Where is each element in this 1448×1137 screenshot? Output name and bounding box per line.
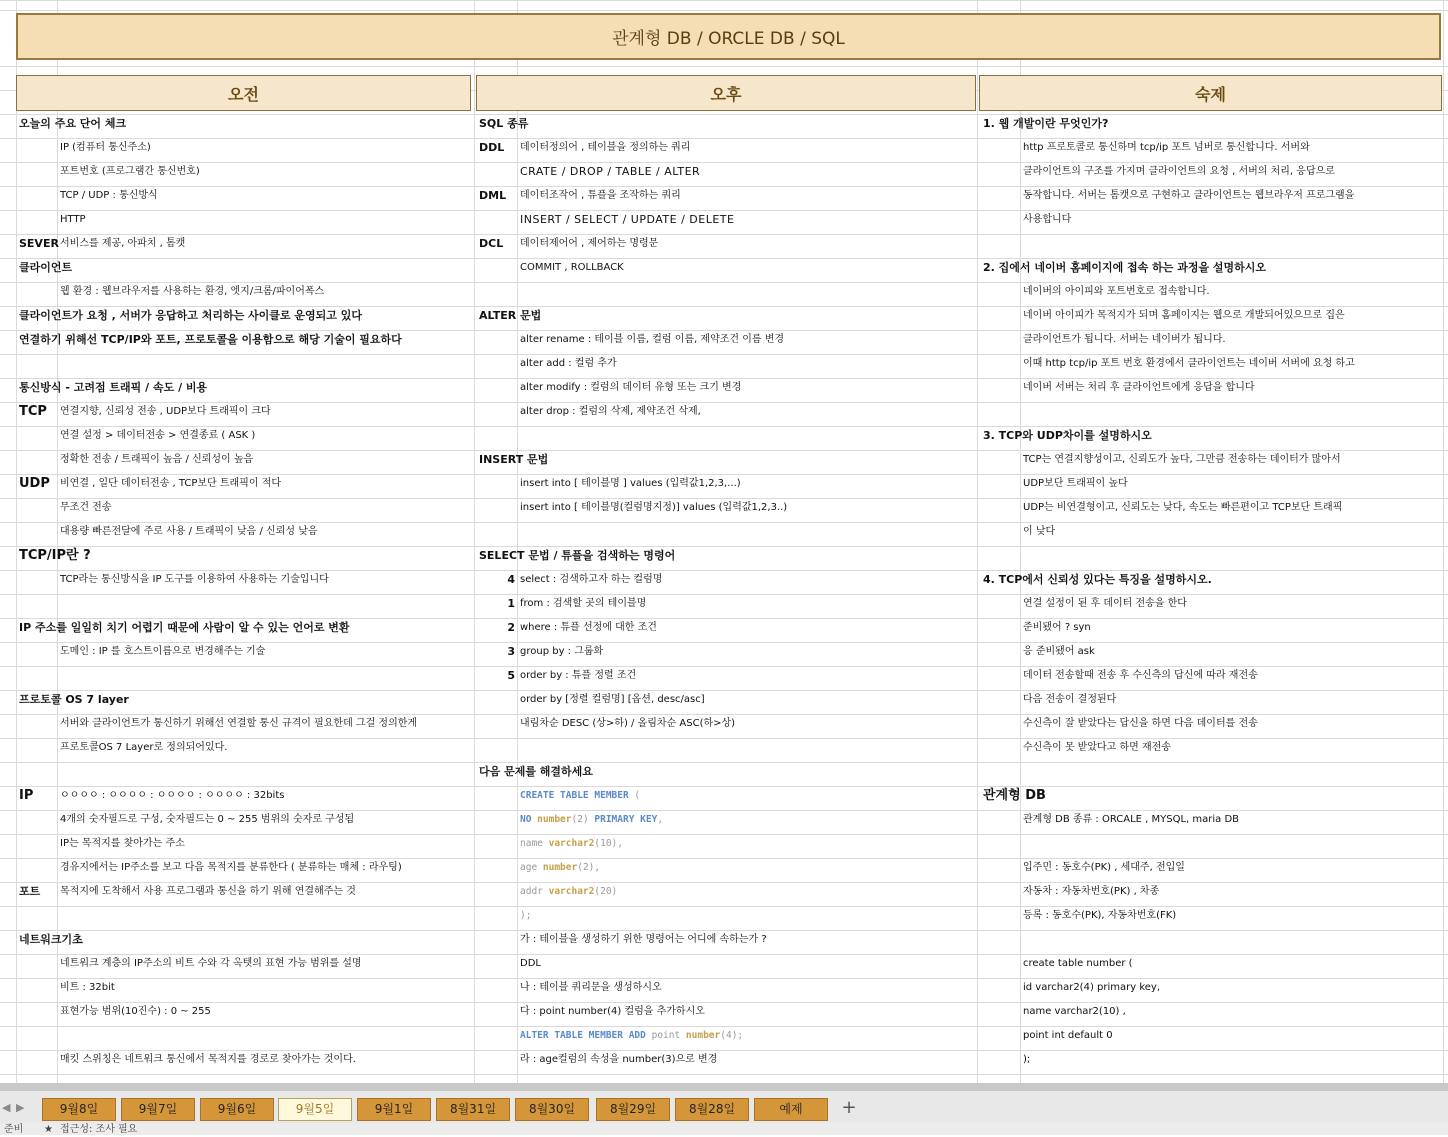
am-text-cell[interactable]: 비연결 , 일단 데이터전송 , TCP보단 트래픽이 적다 [60,478,282,489]
code-token: (20) [594,886,618,897]
am-text-cell[interactable]: ㅇㅇㅇㅇ : ㅇㅇㅇㅇ : ㅇㅇㅇㅇ : ㅇㅇㅇㅇ : 32bits [60,790,285,801]
pm-code-cell[interactable] [520,904,975,928]
pm-text-cell[interactable]: alter drop : 컬럼의 삭제, 제약조건 삭제, [520,406,701,417]
am-text-cell[interactable]: 무조건 전송 [60,502,112,513]
pm-code-cell[interactable] [520,880,975,904]
am-heading-cell[interactable]: SEVER [19,237,59,250]
pm-heading-cell[interactable]: ALTER 문법 [479,309,542,322]
accessibility-icon[interactable]: ★ [44,1124,53,1135]
code-token: ALTER [520,1030,555,1041]
am-text-cell[interactable]: TCP라는 통신방식을 IP 도구를 이용하여 사용하는 기술입니다 [60,574,329,585]
hw-text-cell[interactable]: ); [1023,1054,1031,1065]
hw-text-cell[interactable]: 입주민 : 동호수(PK) , 세대주, 전입일 [1023,862,1185,873]
hw-text-cell[interactable]: 자동차 : 자동차번호(PK) , 차종 [1023,886,1160,897]
pm-text-cell[interactable]: from : 검색할 곳의 테이블명 [520,598,647,609]
pm-text-cell[interactable]: where : 튜플 선정에 대한 조건 [520,622,657,633]
code-token: age [520,862,543,873]
hw-heading-cell[interactable]: 3. TCP와 UDP차이를 설명하시오 [983,429,1152,442]
code-token: TABLE [560,790,595,801]
am-heading-cell[interactable]: 연결하기 위해선 TCP/IP와 포트, 프로토콜을 이용함으로 해당 기술이 필요하다 [19,333,402,346]
pm-text-cell[interactable]: order by [정렬 컬럼명] [옵션, desc/asc] [520,694,705,705]
column-header-am[interactable] [16,75,471,111]
code-token: name [520,838,549,849]
am-text-cell[interactable]: 목적지에 도착해서 사용 프로그램과 통신을 하기 위해 연결해주는 것 [60,886,356,897]
sheet-tab[interactable]: 8월29일 [596,1098,670,1121]
pm-text-cell[interactable]: CRATE / DROP / TABLE / ALTER [520,165,701,178]
code-token: number [542,862,578,873]
hw-text-cell[interactable]: TCP는 연결지향성이고, 신뢰도가 높다, 그만큼 전송하는 데이터가 많아서 [1023,454,1341,465]
am-text-cell[interactable]: 도메인 : IP 를 호스트이름으로 변경해주는 기술 [60,646,266,657]
column-header-pm[interactable] [476,75,976,111]
code-token: ADD [628,1030,652,1041]
sheet-title[interactable] [16,13,1441,60]
sheet-tab[interactable]: 9월6일 [200,1098,274,1121]
code-token: number [685,1030,721,1041]
code-token: addr [520,886,549,897]
am-text-cell[interactable]: IP (컴퓨터 통신주소) [60,142,151,153]
hw-text-cell[interactable]: id varchar2(4) primary key, [1023,982,1161,993]
hw-text-cell[interactable]: create table number ( [1023,958,1133,969]
hw-text-cell[interactable]: 등록 : 동호수(PK), 자동차번호(FK) [1023,910,1177,921]
am-text-cell[interactable]: TCP / UDP : 통신방식 [60,190,158,201]
pm-step-number-cell[interactable]: 4 [507,573,515,586]
hw-text-cell[interactable]: 수신측이 못 받았다고 하면 재전송 [1023,742,1171,753]
code-token: PRIMARY KEY [594,814,658,825]
pm-heading-cell[interactable]: 다음 문제를 해결하세요 [479,765,593,778]
hw-text-cell[interactable]: 이때 http tcp/ip 포트 번호 환경에서 클라이언트는 네이버 서버에 요청 하고 [1023,358,1355,369]
hw-text-cell[interactable]: 동작합니다. 서버는 톰캣으로 구현하고 클라이언트는 웹브라우저 프로그램을 [1023,190,1355,201]
pm-text-cell[interactable]: alter add : 컬럼 추가 [520,358,617,369]
sheet-tab[interactable]: 예제 [754,1098,828,1121]
pm-text-cell[interactable]: 나 : 테이블 쿼리문을 생성하시오 [520,982,662,993]
am-text-cell[interactable]: 연결지향, 신뢰성 전송 , UDP보다 트래픽이 크다 [60,406,271,417]
am-heading-cell[interactable]: 포트 [19,885,41,898]
am-heading-cell[interactable]: 통신방식 - 고려점 트래픽 / 속도 / 비용 [19,381,208,394]
pm-text-cell[interactable]: INSERT / SELECT / UPDATE / DELETE [520,213,735,226]
am-text-cell[interactable]: 연결 설정 > 데이터전송 > 연결종료 ( ASK ) [60,430,256,441]
code-token: varchar2 [548,886,595,897]
code-token: (10), [594,838,623,849]
pm-heading-cell[interactable]: INSERT 문법 [479,453,549,466]
am-text-cell[interactable]: 비트 : 32bit [60,982,115,993]
code-token: MEMBER [588,1030,629,1041]
pm-text-cell[interactable]: DDL [520,958,541,969]
hw-text-cell[interactable]: 클라이언트가 됩니다. 서버는 네이버가 됩니다. [1023,334,1226,345]
pm-text-cell[interactable]: alter modify : 컬럼의 데이터 유형 또는 크기 변경 [520,382,742,393]
code-token: ); [520,910,532,921]
am-heading-cell[interactable]: 네트워크기초 [19,933,83,946]
pm-code-cell[interactable] [520,856,975,880]
add-sheet-button[interactable]: + [841,1097,857,1118]
next-sheet-arrow-icon[interactable]: ▶ [16,1101,25,1114]
am-text-cell[interactable]: 경유지에서는 IP주소를 보고 다음 목적지를 분류한다 ( 분류하는 매체 : 라우팅) [60,862,402,873]
pm-text-cell[interactable]: 라 : age컬럼의 속성을 number(3)으로 변경 [520,1054,718,1065]
am-text-cell[interactable]: 포트번호 (프로그램간 통신번호) [60,166,200,177]
hw-text-cell[interactable]: 사용합니다 [1023,214,1072,225]
am-text-cell[interactable]: 정확한 전송 / 트래픽이 높음 / 신뢰성이 높음 [60,454,254,465]
code-token: number [537,814,572,825]
horizontal-scrollbar[interactable] [0,1083,1448,1091]
am-label-cell[interactable]: TCP [19,404,47,419]
code-token: MEMBER [594,790,635,801]
am-text-cell[interactable]: 매킷 스위칭은 네트워크 통신에서 목적지를 경로로 찾아가는 것이다. [60,1054,356,1065]
code-token: ( [634,790,641,801]
pm-text-cell[interactable]: COMMIT , ROLLBACK [520,262,624,273]
am-label-cell[interactable]: TCP/IP란 ? [19,548,91,563]
pm-step-number-cell[interactable]: 3 [507,645,515,658]
pm-heading-cell[interactable]: SQL 종류 [479,117,529,130]
status-bar [0,1123,1448,1135]
pm-text-cell[interactable]: 내림차순 DESC (상>하) / 올림차순 ASC(하>상) [520,718,736,729]
am-heading-cell[interactable]: 프로토콜 OS 7 layer [19,693,129,706]
hw-text-cell[interactable]: 수신측이 잘 받았다는 답신을 하면 다음 데이터를 전송 [1023,718,1258,729]
column-header-homework-text: 숙제 [1195,84,1226,104]
hw-text-cell[interactable]: 이 낮다 [1023,526,1056,537]
am-text-cell[interactable]: 서비스를 제공, 아파치 , 톰캣 [60,238,186,249]
code-token: , [657,814,664,825]
sheet-tab[interactable]: 9월7일 [121,1098,195,1121]
prev-sheet-arrow-icon[interactable]: ◀ [2,1101,11,1114]
pm-text-cell[interactable]: insert into [ 테이블명 ] values (입력값1,2,3,...) [520,478,741,489]
am-text-cell[interactable]: 표현가능 범위(10진수) : 0 ~ 255 [60,1006,211,1017]
pm-step-number-cell[interactable]: 2 [507,621,515,634]
code-token: point [651,1030,686,1041]
code-token: (4); [720,1030,744,1041]
hw-text-cell[interactable]: 연결 설정이 된 후 데이터 전송을 한다 [1023,598,1187,609]
code-token: TABLE [554,1030,589,1041]
am-text-cell[interactable]: 서버와 클라이언트가 통신하기 위해선 연결할 통신 규격이 필요한데 그걸 정의한게 [60,718,418,729]
code-token: varchar2 [548,838,595,849]
status-ready: 준비 [4,1124,24,1135]
am-label-cell[interactable]: IP [19,788,34,803]
column-header-pm-text: 오후 [710,84,742,104]
hw-text-cell[interactable]: 관계형 DB 종류 : ORCALE , MYSQL, maria DB [1023,814,1240,825]
pm-code-cell[interactable] [520,784,975,808]
pm-heading-cell[interactable]: DML [479,189,507,202]
hw-text-cell[interactable]: 클라이언트의 구조를 가지며 클라이언트의 요청 , 서버의 처리, 응답으로 [1023,166,1335,177]
am-heading-cell[interactable]: 클라이언트가 요청 , 서버가 응답하고 처리하는 사이클로 운영되고 있다 [19,309,362,322]
pm-step-number-cell[interactable]: 5 [507,669,515,682]
column-header-am-text: 오전 [228,84,259,104]
hw-label-cell[interactable]: 관계형 DB [983,788,1046,803]
code-token: CREATE [520,790,561,801]
hw-text-cell[interactable]: 네이버의 아이피와 포트번호로 접속합니다. [1023,286,1210,297]
sheet-tab[interactable]: 9월8일 [42,1098,116,1121]
am-label-cell[interactable]: UDP [19,476,50,491]
pm-text-cell[interactable]: order by : 튜플 정렬 조건 [520,670,637,681]
pm-text-cell[interactable]: 다 : point number(4) 컬럼을 추가하시오 [520,1006,705,1017]
pm-text-cell[interactable]: 데이터정의어 , 테이블을 정의하는 쿼리 [520,142,691,153]
code-token: (2), [577,862,601,873]
sheet-tab[interactable]: 8월30일 [515,1098,589,1121]
am-text-cell[interactable]: IP는 목적지를 찾아가는 주소 [60,838,185,849]
hw-text-cell[interactable]: 데이터 전송할때 전송 후 수신측의 답신에 따라 재전송 [1023,670,1258,681]
sheet-tab[interactable]: 8월31일 [436,1098,510,1121]
pm-code-cell[interactable] [520,808,975,832]
am-text-cell[interactable]: 웹 환경 : 웹브라우저를 사용하는 환경, 엣지/크롬/파이어폭스 [60,286,325,297]
am-heading-cell[interactable]: 오늘의 주요 단어 체크 [19,117,127,130]
pm-code-cell[interactable] [520,1024,975,1048]
pm-heading-cell[interactable]: DCL [479,237,504,250]
sheet-title-text: 관계형 DB / ORCLE DB / SQL [612,29,845,49]
pm-text-cell[interactable]: group by : 그룹화 [520,646,604,657]
am-text-cell[interactable]: 네트워크 계층의 IP주소의 비트 수와 각 옥텟의 표현 가능 범위를 설명 [60,958,362,969]
hw-text-cell[interactable]: point int default 0 [1023,1030,1113,1041]
hw-text-cell[interactable]: UDP보단 트래픽이 높다 [1023,478,1128,489]
hw-text-cell[interactable]: 네이버 서버는 처리 후 클라이언트에게 응답을 합니다 [1023,382,1255,393]
pm-heading-cell[interactable]: DDL [479,141,505,154]
hw-text-cell[interactable]: http 프로토콜로 통신하며 tcp/ip 포트 넘버로 통신합니다. 서버와 [1023,142,1310,153]
am-heading-cell[interactable]: 클라이언트 [19,261,73,274]
pm-text-cell[interactable]: alter rename : 테이블 이름, 컬럼 이름, 제약조건 이름 변경 [520,334,785,345]
code-token: (2) [571,814,595,825]
pm-step-number-cell[interactable]: 1 [507,597,515,610]
hw-text-cell[interactable]: 다음 전송이 결정된다 [1023,694,1117,705]
pm-text-cell[interactable]: 데이터제어어 , 제어하는 명령문 [520,238,659,249]
hw-text-cell[interactable]: 준비됐어 ? syn [1023,622,1091,633]
pm-text-cell[interactable]: insert into [ 테이블명(컬럼명지정)] values (입력값1,2,3..) [520,502,788,513]
am-text-cell[interactable]: 4개의 숫자필드로 구성, 숫자필드는 0 ~ 255 범위의 숫자로 구성됨 [60,814,355,825]
hw-text-cell[interactable]: 네이버 아이피가 목적지가 되며 홈페이지는 웹으로 개발되어있으므로 집은 [1023,310,1345,321]
am-text-cell[interactable]: 프로토콜OS 7 Layer로 정의되어있다. [60,742,228,753]
pm-code-cell[interactable] [520,832,975,856]
sheet-tab[interactable]: 8월28일 [675,1098,749,1121]
pm-text-cell[interactable]: 데이터조작어 , 튜플을 조작하는 쿼리 [520,190,681,201]
pm-text-cell[interactable]: 가 : 테이블을 생성하기 위한 명령어는 어디에 속하는가 ? [520,934,767,945]
pm-heading-cell[interactable]: SELECT 문법 / 튜플을 검색하는 명령어 [479,549,676,562]
hw-text-cell[interactable]: UDP는 비연결형이고, 신뢰도는 낮다, 속도는 빠른편이고 TCP보단 트래픽 [1023,502,1343,513]
code-token: NO [520,814,538,825]
am-heading-cell[interactable]: IP 주소를 일일히 치기 어렵기 때문에 사람이 알 수 있는 언어로 변환 [19,621,350,634]
hw-heading-cell[interactable]: 2. 집에서 네이버 홈페이지에 접속 하는 과정을 설명하시오 [983,261,1267,274]
pm-text-cell[interactable]: select : 검색하고자 하는 컬럼명 [520,574,663,585]
hw-heading-cell[interactable]: 1. 웹 개발이란 무엇인가? [983,117,1109,130]
sheet-tab[interactable]: 9월5일 [278,1098,352,1121]
hw-heading-cell[interactable]: 4. TCP에서 신뢰성 있다는 특징을 설명하시오. [983,573,1212,586]
am-text-cell[interactable]: HTTP [60,214,86,225]
column-header-homework[interactable] [979,75,1442,111]
sheet-tab[interactable]: 9월1일 [357,1098,431,1121]
hw-text-cell[interactable]: 응 준비됐어 ask [1023,646,1095,657]
am-text-cell[interactable]: 대용량 빠른전달에 주로 사용 / 트래픽이 낮음 / 신뢰성 낮음 [60,526,318,537]
hw-text-cell[interactable]: name varchar2(10) , [1023,1006,1126,1017]
status-accessibility[interactable]: 접근성: 조사 필요 [60,1124,138,1135]
